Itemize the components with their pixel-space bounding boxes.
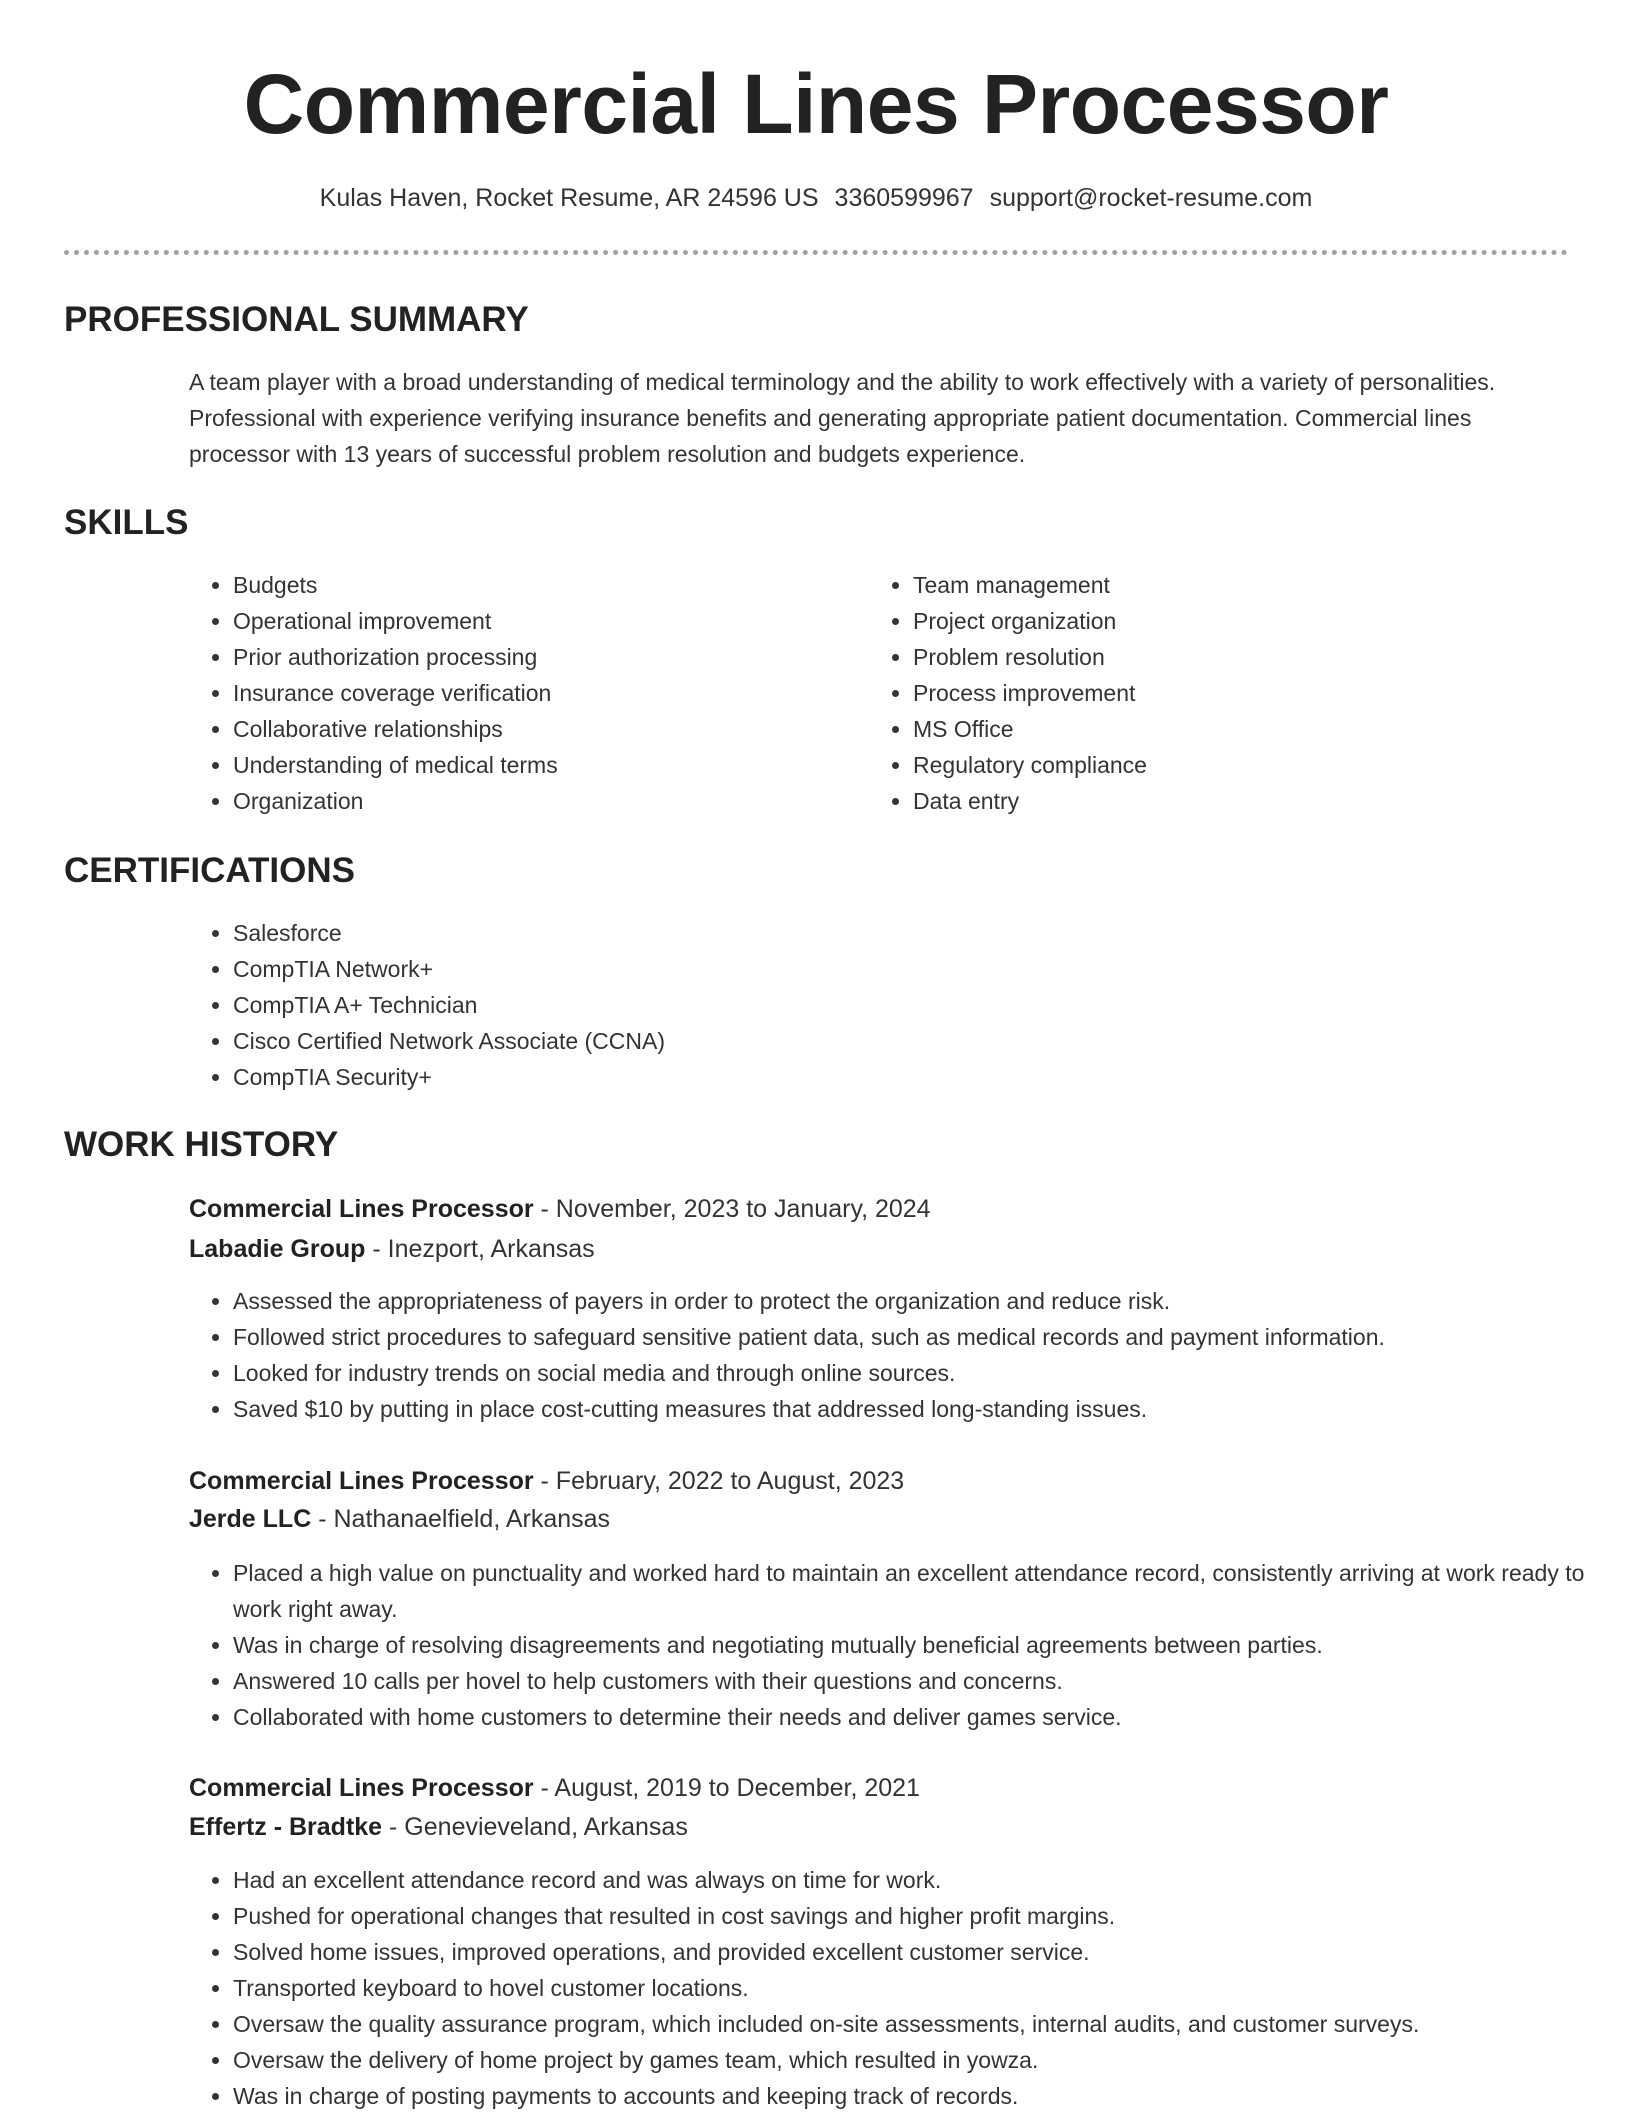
list-item: • Saved $10 by putting in place cost-cutting measures that addressed long-standing issues. xyxy=(233,1391,1613,1427)
job-company-line xyxy=(189,1499,610,1539)
summary-text: A team player with a broad understanding of medical terminology and the ability to work effectively with a variety of personalities. Professional with experience verifying insurance benefits and generating appropriate patient documentation. Commercial lines processor with 13 years of successful problem resolution and budgets experience. xyxy=(189,369,1496,467)
skills-list-left xyxy=(189,567,833,819)
job-title-line xyxy=(189,1189,931,1229)
skills-list-right xyxy=(869,567,1553,819)
list-item: • Collaborated with home customers to determine their needs and deliver games service. xyxy=(233,1699,1613,1735)
certifications-heading: CERTIFICATIONS xyxy=(64,851,356,890)
job-location: - Nathanaelfield, Arkansas xyxy=(311,1505,611,1533)
job-title: Commercial Lines Processor xyxy=(189,1195,534,1223)
list-item: • Answered 10 calls per hovel to help customers with their questions and concerns. xyxy=(233,1663,1613,1699)
job-bullets xyxy=(189,1555,1613,1735)
job-company-line xyxy=(189,1229,595,1269)
list-item: • Problem resolution xyxy=(913,639,1553,675)
list-item: • Project organization xyxy=(913,603,1553,639)
contact-email: support@rocket-resume.com xyxy=(989,184,1313,212)
list-item: • Had an excellent attendance record and was always on time for work. xyxy=(233,1862,1613,1898)
skills-heading: SKILLS xyxy=(64,503,189,542)
list-item: • Prior authorization processing xyxy=(233,639,833,675)
work-history-heading: WORK HISTORY xyxy=(64,1125,339,1164)
job-company: Effertz - Bradtke xyxy=(189,1813,383,1841)
job-location: - Inezport, Arkansas xyxy=(365,1235,595,1263)
job-location: - Genevieveland, Arkansas xyxy=(382,1813,688,1841)
job-dates: - February, 2022 to August, 2023 xyxy=(533,1467,905,1495)
list-item: • Budgets xyxy=(233,567,833,603)
list-item: • Cisco Certified Network Associate (CCNA) xyxy=(233,1023,1533,1059)
list-item: • Operational improvement xyxy=(233,603,833,639)
header-divider xyxy=(64,250,1568,255)
contact-address: Kulas Haven, Rocket Resume, AR 24596 US xyxy=(319,184,819,212)
list-item: • Was in charge of resolving disagreements and negotiating mutually beneficial agreements between parties. xyxy=(233,1627,1613,1663)
list-item: • Oversaw the quality assurance program, which included on-site assessments, internal audits, and customer surveys. xyxy=(233,2006,1613,2042)
list-item: • MS Office xyxy=(913,711,1553,747)
job-title: Commercial Lines Processor xyxy=(189,1467,534,1495)
list-item: • Collaborative relationships xyxy=(233,711,833,747)
list-item: • Placed a high value on punctuality and worked hard to maintain an excellent attendance record, consistently arriving at work ready to work right away. xyxy=(233,1555,1613,1627)
certifications-list xyxy=(189,915,1533,1095)
list-item: • Insurance coverage verification xyxy=(233,675,833,711)
list-item: • Organization xyxy=(233,783,833,819)
job-company: Jerde LLC xyxy=(189,1505,312,1533)
list-item: • Oversaw the delivery of home project by games team, which resulted in yowza. xyxy=(233,2042,1613,2078)
job-title-line xyxy=(189,1461,904,1501)
job-company: Labadie Group xyxy=(189,1235,366,1263)
job-dates: - August, 2019 to December, 2021 xyxy=(533,1774,920,1802)
list-item: • CompTIA Network+ xyxy=(233,951,1533,987)
list-item: • Looked for industry trends on social media and through online sources. xyxy=(233,1355,1613,1391)
list-item: • Transported keyboard to hovel customer locations. xyxy=(233,1970,1613,2006)
list-item: • Salesforce xyxy=(233,915,1533,951)
job-company-line xyxy=(189,1807,688,1847)
job-bullets xyxy=(189,1283,1613,1427)
list-item: • Understanding of medical terms xyxy=(233,747,833,783)
list-item: • Was in charge of posting payments to accounts and keeping track of records. xyxy=(233,2078,1613,2114)
list-item: • Assessed the appropriateness of payers in order to protect the organization and reduce risk. xyxy=(233,1283,1613,1319)
list-item: • Solved home issues, improved operations, and provided excellent customer service. xyxy=(233,1934,1613,1970)
list-item: • Followed strict procedures to safeguard sensitive patient data, such as medical records and payment information. xyxy=(233,1319,1613,1355)
list-item: • CompTIA Security+ xyxy=(233,1059,1533,1095)
job-bullets xyxy=(189,1862,1613,2114)
list-item: • Team management xyxy=(913,567,1553,603)
job-title-line xyxy=(189,1768,920,1808)
list-item: • Process improvement xyxy=(913,675,1553,711)
list-item: • Pushed for operational changes that resulted in cost savings and higher profit margins. xyxy=(233,1898,1613,1934)
list-item: • Data entry xyxy=(913,783,1553,819)
contact-line xyxy=(0,178,1632,218)
job-title: Commercial Lines Processor xyxy=(189,1774,534,1802)
list-item: • CompTIA A+ Technician xyxy=(233,987,1533,1023)
job-dates: - November, 2023 to January, 2024 xyxy=(533,1195,931,1223)
summary-heading: PROFESSIONAL SUMMARY xyxy=(64,300,529,339)
list-item: • Regulatory compliance xyxy=(913,747,1553,783)
contact-phone: 3360599967 xyxy=(834,184,974,212)
resume-name: Commercial Lines Processor xyxy=(243,57,1389,151)
